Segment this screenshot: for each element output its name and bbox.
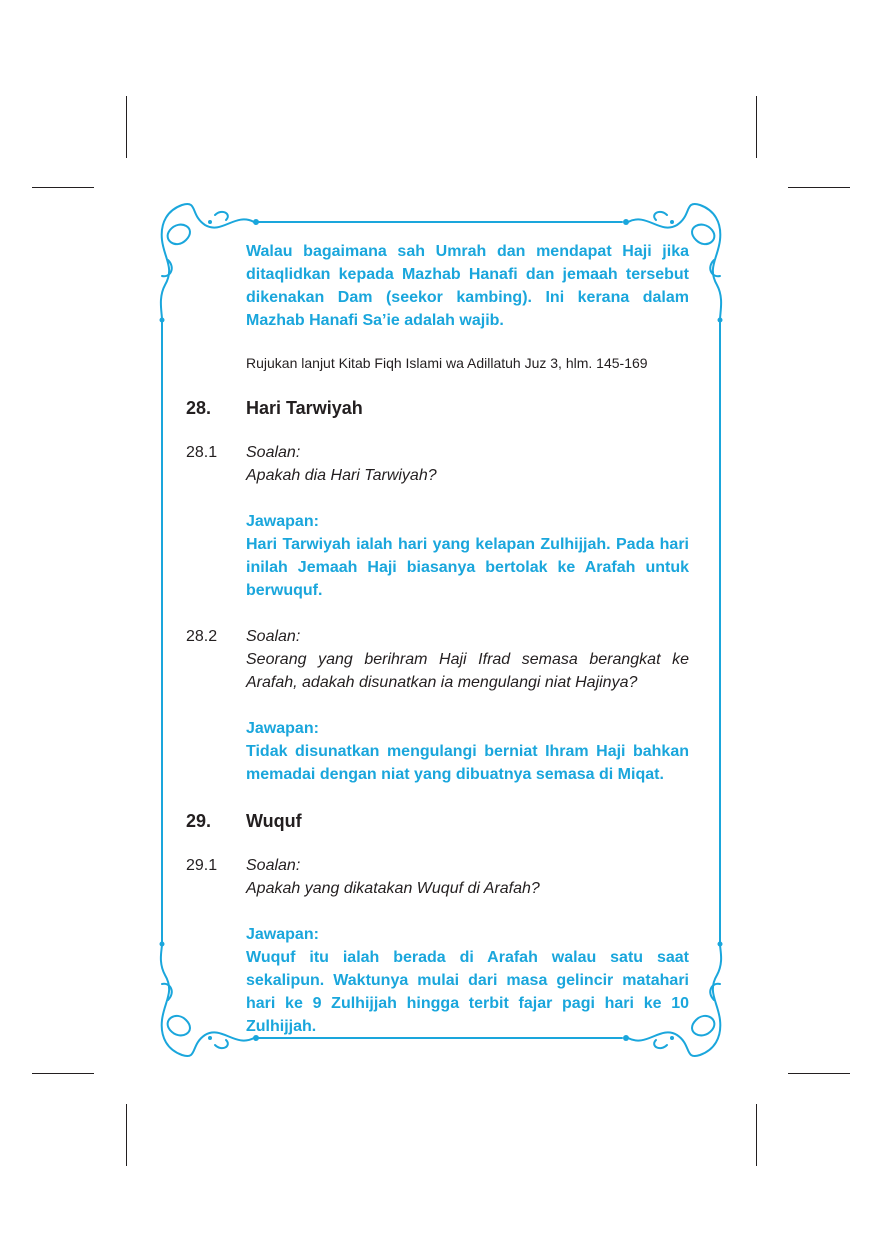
section-title: Wuquf bbox=[246, 811, 302, 831]
crop-mark bbox=[788, 1073, 850, 1074]
intro-block bbox=[246, 240, 689, 373]
section-heading bbox=[186, 809, 689, 833]
crop-mark bbox=[756, 96, 757, 158]
page-content bbox=[186, 240, 689, 1038]
crop-mark bbox=[32, 1073, 94, 1074]
section-heading bbox=[186, 396, 689, 420]
reference-note: Rujukan lanjut Kitab Fiqh Islami wa Adillatuh Juz 3, hlm. 145-169 bbox=[246, 355, 648, 371]
crop-mark bbox=[756, 1104, 757, 1166]
crop-mark bbox=[32, 187, 94, 188]
question-text: Seorang yang berihram Haji Ifrad semasa berangkat ke Arafah, adakah disunatkan ia mengulangi niat Hajinya? bbox=[246, 651, 689, 691]
question-label: Soalan: bbox=[246, 857, 301, 874]
qa-item bbox=[186, 854, 689, 1038]
section-number: 28. bbox=[186, 398, 212, 418]
item-number: 29.1 bbox=[186, 857, 218, 874]
section-number: 29. bbox=[186, 811, 212, 831]
item-number: 28.1 bbox=[186, 444, 218, 461]
question-text: Apakah yang dikatakan Wuquf di Arafah? bbox=[246, 880, 540, 897]
qa-item bbox=[186, 625, 689, 786]
question-text: Apakah dia Hari Tarwiyah? bbox=[246, 467, 437, 484]
answer-label: Jawapan: bbox=[246, 926, 319, 943]
answer-label: Jawapan: bbox=[246, 720, 319, 737]
crop-mark bbox=[126, 96, 127, 158]
crop-mark bbox=[788, 187, 850, 188]
answer-label: Jawapan: bbox=[246, 513, 319, 530]
answer-text: Hari Tarwiyah ialah hari yang kelapan Zulhijjah. Pada hari inilah Jemaah Haji biasanya bertolak ke Arafah untuk berwuquf. bbox=[246, 536, 689, 599]
intro-paragraph: Walau bagaimana sah Umrah dan mendapat Haji jika ditaqlidkan kepada Mazhab Hanafi dan jemaah tersebut dikenakan Dam (seekor kambing). Ini kerana dalam Mazhab Hanafi Sa’ie adalah wajib. bbox=[246, 243, 689, 329]
answer-text: Tidak disunatkan mengulangi berniat Ihram Haji bahkan memadai dengan niat yang dibuatnya semasa di Miqat. bbox=[246, 743, 689, 783]
item-number: 28.2 bbox=[186, 628, 218, 645]
crop-mark bbox=[126, 1104, 127, 1166]
question-label: Soalan: bbox=[246, 444, 301, 461]
question-label: Soalan: bbox=[246, 628, 301, 645]
section-title: Hari Tarwiyah bbox=[246, 398, 363, 418]
qa-item bbox=[186, 441, 689, 602]
answer-text: Wuquf itu ialah berada di Arafah walau satu saat sekalipun. Waktunya mulai dari masa gelincir matahari hari ke 9 Zulhijjah hingga terbit fajar pagi hari ke 10 Zulhijjah. bbox=[246, 949, 689, 1035]
